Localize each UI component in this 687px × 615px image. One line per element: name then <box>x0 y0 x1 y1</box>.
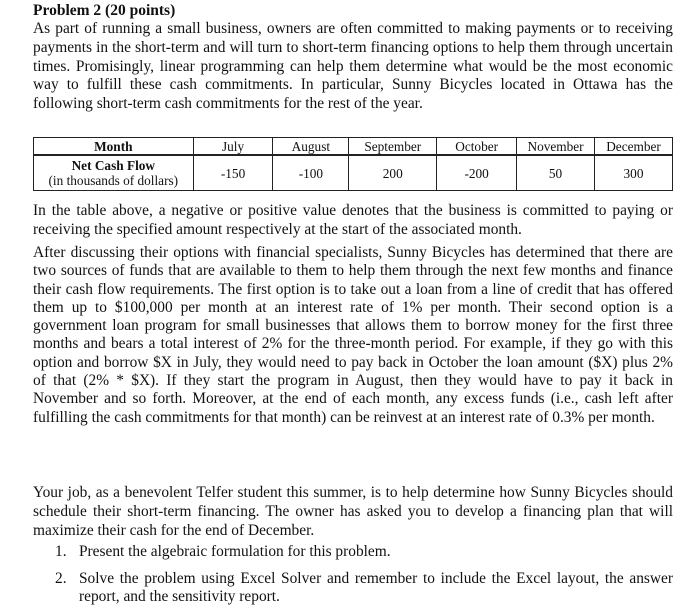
month-august: August <box>273 138 349 156</box>
job-paragraph: Your job, as a benevolent Telfer student this summer, is to help determine how Sunny Bicycles should schedule their short-term financing. The owner has asked you to develop a financing plan that will maximize their cash for the end of December. <box>33 484 673 539</box>
net-cash-flow-units: (in thousands of dollars) <box>48 173 179 188</box>
problem-title: Problem 2 (20 points) <box>33 2 176 19</box>
value-october: -200 <box>437 155 517 191</box>
month-september: September <box>349 138 437 156</box>
net-cash-flow-title: Net Cash Flow <box>71 158 156 173</box>
financing-options-paragraph: After discussing their options with financial specialists, Sunny Bicycles has determined that there are two sources of funds that are available to them to help them through the next few months and finance their cash flow requirements. The first option is to take out a loan from a line of credit that has offered them up to $100,000 per month at an interest rate of 1% per month. Their second option is a government loan program for small businesses that allows them to borrow money for the first three months and bears a total interest of 2% for the three-month period. For example, if they go with this option and borrow $X in July, they would need to pay back in October the loan amount ($X) plus 2% of that (2% * $X). If they start the program in August, then they would have to pay it back in November and so forth. Moreover, at the end of each month, any excess funds (i.e., cash left after fulfilling the cash commitments for that month) can be reinvest at an interest rate of 0.3% per month. <box>33 244 673 426</box>
intro-paragraph: As part of running a small business, owners are often committed to making payments or to receiving payments in the short-term and will turn to short-term financing options to help them through uncertain times. Promisingly, linear programming can help them determine what would be the most economic way to fulfill these cash commitments. In particular, Sunny Bicycles located in Ottawa has the following short-term cash commitments for the rest of the year. <box>33 20 673 113</box>
net-cash-flow-label <box>34 155 194 191</box>
net-cash-flow-row <box>34 155 673 191</box>
table-note-paragraph: In the table above, a negative or positive value denotes that the business is committed to paying or receiving the specified amount respectively at the start of the associated month. <box>33 202 673 238</box>
month-december: December <box>595 138 673 156</box>
value-july: -150 <box>193 155 273 191</box>
task-item <box>33 570 673 607</box>
table-header-row <box>34 138 673 156</box>
task-item <box>33 543 673 562</box>
value-september: 200 <box>349 155 437 191</box>
value-august: -100 <box>273 155 349 191</box>
value-december: 300 <box>595 155 673 191</box>
task-list <box>33 543 673 615</box>
value-november: 50 <box>517 155 595 191</box>
month-header: Month <box>34 138 194 156</box>
task-number: 2. <box>55 569 67 587</box>
task-text: Present the algebraic formulation for this problem. <box>79 543 391 560</box>
month-july: July <box>193 138 273 156</box>
cash-flow-table <box>33 137 673 191</box>
month-october: October <box>437 138 517 156</box>
task-number: 1. <box>55 543 67 560</box>
month-november: November <box>517 138 595 156</box>
task-text: Solve the problem using Excel Solver and remember to include the Excel layout, the answer report, and the sensitivity report. <box>79 569 673 605</box>
